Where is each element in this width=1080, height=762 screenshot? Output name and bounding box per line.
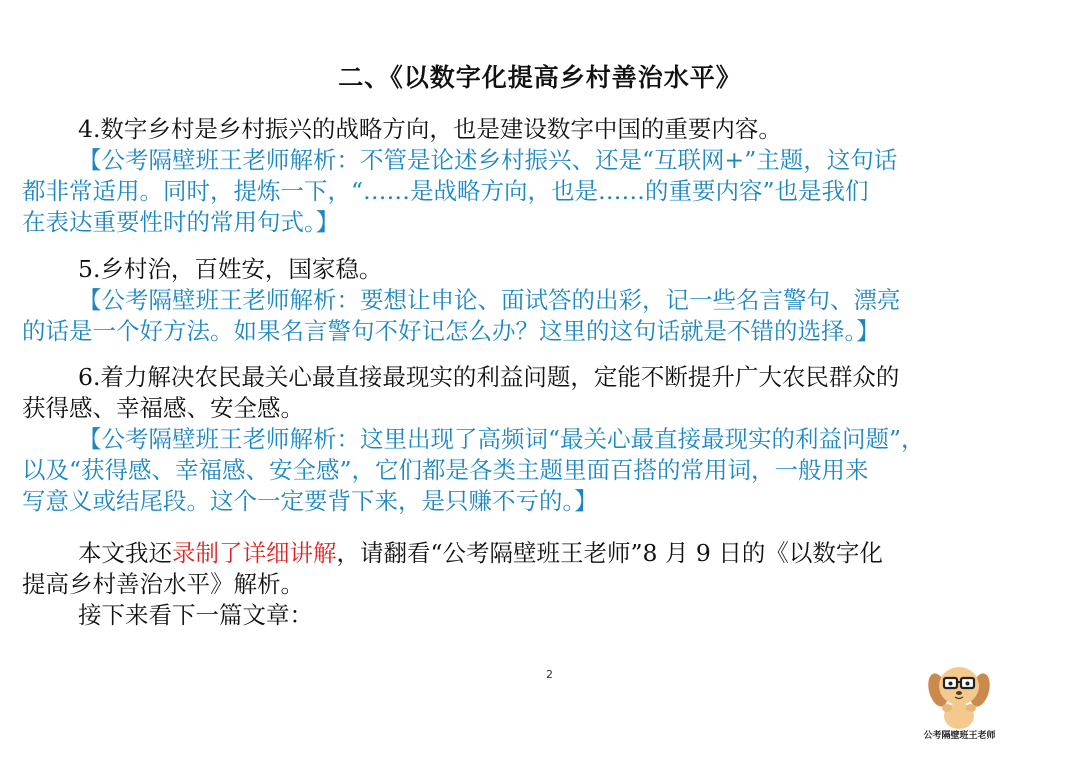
next-article-line: 接下来看下一篇文章： bbox=[78, 601, 313, 629]
closing-line bbox=[22, 538, 1062, 569]
item-4-text: 4.数字乡村是乡村振兴的战略方向，也是建设数字中国的重要内容。 bbox=[78, 115, 782, 143]
item-6 bbox=[22, 362, 1062, 517]
item-6-text: 6.着力解决农民最关心最直接最现实的利益问题，定能不断提升广大农民群众的 bbox=[78, 363, 900, 391]
page-title: 二、《以数字化提高乡村善治水平》 bbox=[338, 63, 742, 92]
item-5-note-line: 的话是一个好方法。如果名言警句不好记怎么办？这里的这句话就是不错的选择。】 bbox=[22, 317, 880, 345]
closing-prefix: 本文我还 bbox=[78, 539, 172, 567]
item-4-note-line: 【公考隔壁班王老师解析：不管是论述乡村振兴、还是“互联网+”主题，这句话 bbox=[78, 146, 898, 174]
dog-mascot-icon bbox=[926, 660, 992, 730]
page-number: 2 bbox=[546, 668, 553, 681]
logo-caption: 公考隔壁班王老师 bbox=[923, 731, 996, 741]
item-4-note-line: 在表达重要性时的常用句式。】 bbox=[22, 208, 340, 236]
closing-paragraph bbox=[22, 538, 1062, 631]
item-6-note-line: 【公考隔壁班王老师解析：这里出现了高频词“最关心最直接最现实的利益问题”， bbox=[78, 425, 925, 453]
closing-suffix: ，请翻看“公考隔壁班王老师”8 月 9 日的《以数字化 bbox=[336, 539, 883, 567]
teacher-logo bbox=[912, 660, 1007, 745]
item-6-note-line: 写意义或结尾段。这个一定要背下来，是只赚不亏的。】 bbox=[22, 487, 598, 515]
item-4-note-line: 都非常适用。同时，提炼一下，“……是战略方向，也是……的重要内容”也是我们 bbox=[22, 177, 869, 205]
item-5-note-line: 【公考隔壁班王老师解析：要想让申论、面试答的出彩，记一些名言警句、漂亮 bbox=[78, 286, 901, 314]
item-5 bbox=[22, 254, 1062, 347]
item-4 bbox=[22, 114, 1062, 238]
recording-highlight: 录制了详细讲解 bbox=[172, 539, 337, 567]
item-6-text-cont: 获得感、幸福感、安全感。 bbox=[22, 394, 304, 422]
closing-line-2: 提高乡村善治水平》解析。 bbox=[22, 570, 304, 598]
item-5-text: 5.乡村治，百姓安，国家稳。 bbox=[78, 255, 383, 283]
item-6-note-line: 以及“获得感、幸福感、安全感”，它们都是各类主题里面百搭的常用词，一般用来 bbox=[22, 456, 869, 484]
